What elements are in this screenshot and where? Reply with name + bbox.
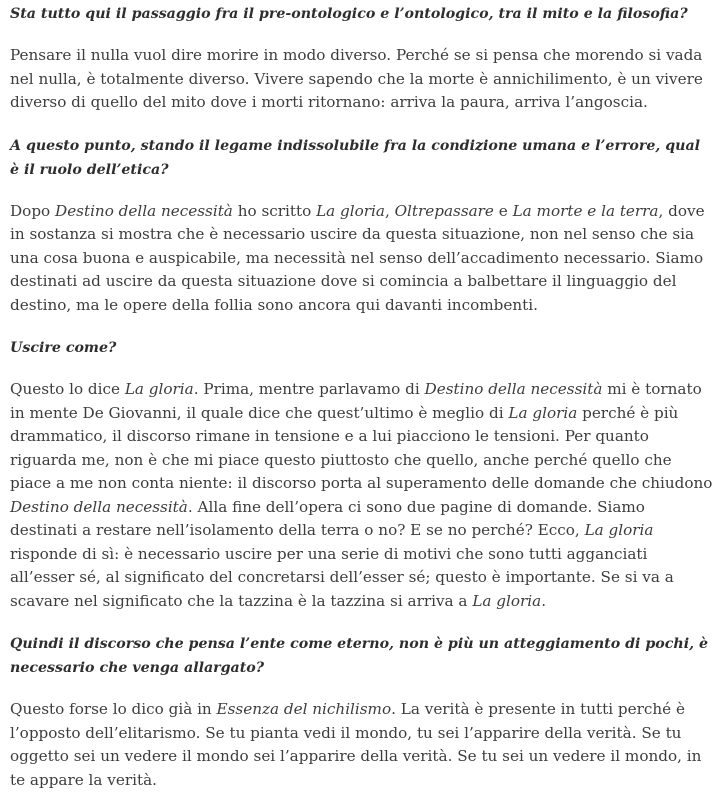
text-segment: , dove in sostanza si mostra che è necessario uscire da questa situazione, non nel senso che sia una cosa buona e auspicabile, ma necessità nel senso dell’accadimento necessario. Siamo destinati ad uscire da questa situazione dove si comincia a balbettare il linguaggio del destino, ma le opere della follia sono ancora qui davanti incombenti. bbox=[10, 201, 705, 314]
text-segment: . La verità è presente in tutti perché è l’opposto dell’elitarismo. Se tu pianta vedi il mondo, tu sei l’apparire della verità. Se tu oggetto sei un vedere il mondo sei l’apparire della verità. Se tu sei un vedere il mondo, in te appare la verità. bbox=[10, 700, 702, 789]
text-segment: Sta tutto qui il passaggio fra il pre-ontologico e l’ontologico, tra il mito e la filosofia? bbox=[10, 6, 688, 22]
book-title: Destino della necessità bbox=[10, 497, 188, 516]
interview-question-3 bbox=[10, 336, 713, 360]
text-segment: Questo forse lo dico già in bbox=[10, 700, 217, 718]
book-title: La morte e la terra bbox=[512, 201, 659, 220]
text-segment: e bbox=[493, 201, 513, 220]
interview-question-4 bbox=[10, 632, 713, 680]
interview-question-1 bbox=[10, 2, 713, 26]
book-title: La gloria bbox=[124, 380, 194, 398]
text-segment: Quindi il discorso che pensa l’ente come eterno, non è più un atteggiamento di pochi, è necessario che venga allargato? bbox=[10, 636, 708, 676]
interview-answer-4 bbox=[10, 698, 713, 792]
text-segment: Dopo bbox=[10, 201, 56, 220]
book-title: La gloria bbox=[316, 201, 385, 220]
book-title: Destino della necessità bbox=[55, 201, 233, 220]
text-segment: Questo lo dice bbox=[10, 380, 125, 398]
book-title: La gloria bbox=[584, 521, 654, 539]
book-title: Destino della necessità bbox=[424, 380, 603, 398]
interview-question-2 bbox=[10, 134, 713, 182]
interview-answer-2 bbox=[10, 200, 713, 318]
text-segment: A questo punto, stando il legame indissolubile fra la condizione umana e l’errore, qual è il ruolo dell’etica? bbox=[10, 137, 701, 178]
text-segment: . Alla fine dell’opera ci sono due pagine di domande. Siamo destinati a restare nell’isolamento della terra o no? E se no perché? Ecco, bbox=[10, 497, 645, 539]
text-segment: ho scritto bbox=[232, 201, 317, 220]
text-segment: Pensare il nulla vuol dire morire in modo diverso. Perché se si pensa che morendo si vada nel nulla, è totalmente diverso. Vivere sapendo che la morte è annichilimento, è un vivere diverso di quello del mito dove i morti ritornano: arriva la paura, arriva l’angoscia. bbox=[10, 46, 703, 111]
text-segment: , bbox=[384, 201, 395, 220]
text-segment: risponde di sì: è necessario uscire per una serie di motivi che sono tutti agganciati all’esser sé, al significato del concretarsi dell’esser sé; questo è importante. Se si va a scavare nel significato che la tazzina è la tazzina si arriva a bbox=[10, 544, 674, 610]
interview-answer-1 bbox=[10, 44, 713, 115]
text-segment: mi è tornato in mente De Giovanni, il quale dice che quest’ultimo è meglio di bbox=[10, 380, 702, 422]
text-segment: Uscire come? bbox=[10, 340, 117, 356]
book-title: La gloria bbox=[472, 591, 542, 610]
text-segment: perché è più drammatico, il discorso rimane in tensione e a lui piacciono le tensioni. Per quanto riguarda me, non è che mi piace questo piuttosto che quello, anche perché quello che piace a me non conta niente: il discorso porta al superamento delle domande che chiudono bbox=[10, 403, 713, 492]
book-title: Essenza del nichilismo bbox=[216, 700, 392, 718]
text-segment: . Prima, mentre parlavamo di bbox=[193, 380, 425, 398]
book-title: Oltrepassare bbox=[394, 201, 494, 220]
text-segment: . bbox=[541, 591, 547, 610]
book-title: La gloria bbox=[508, 403, 578, 422]
interview-answer-3 bbox=[10, 378, 713, 613]
